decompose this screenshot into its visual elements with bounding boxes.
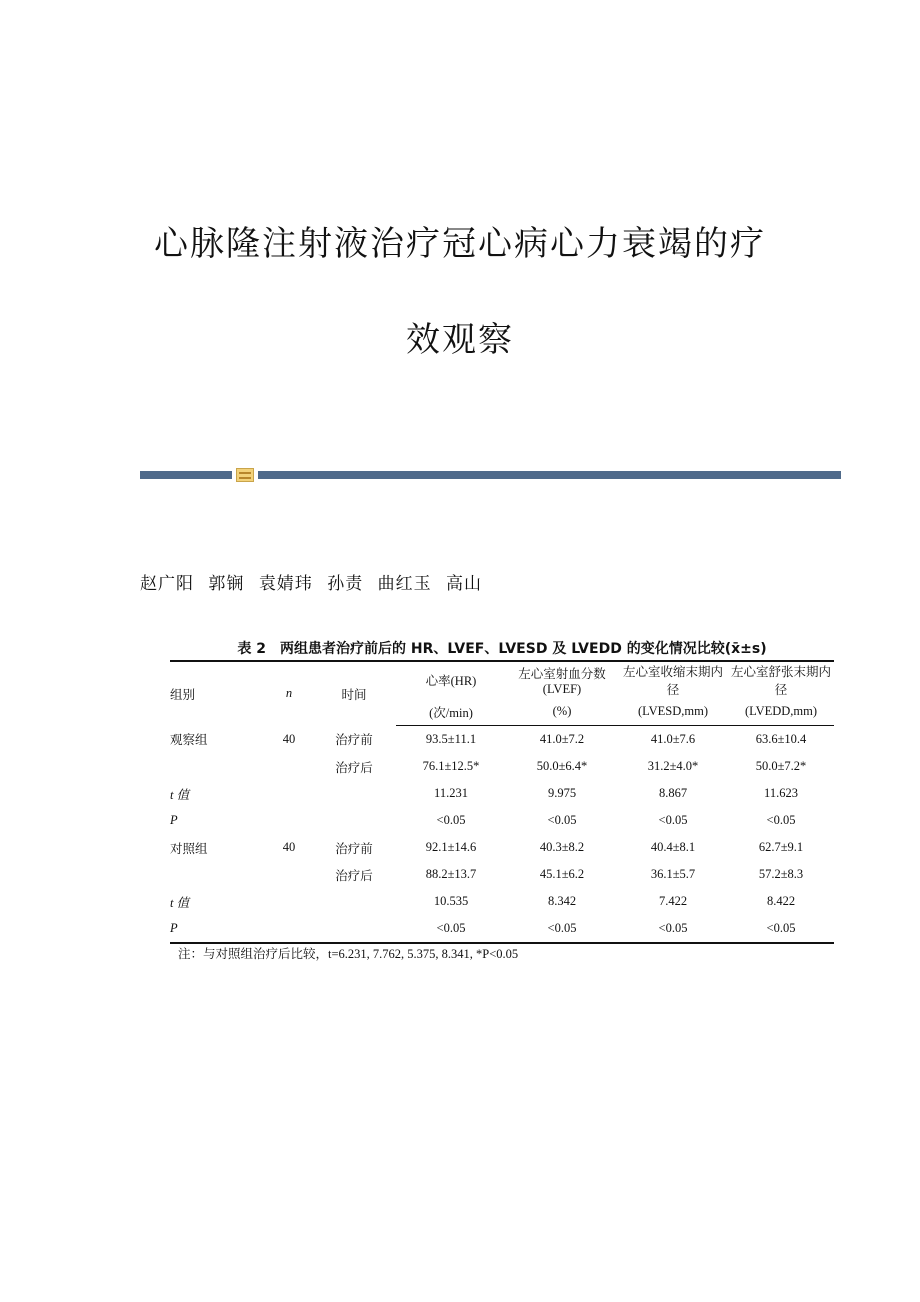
cell-lvef: <0.05: [547, 921, 577, 935]
header-lvesd: 左心室收缩末期内径: [622, 665, 723, 697]
cell-lvesd: 31.2±4.0*: [647, 759, 699, 773]
cell-lvef: 9.975: [547, 786, 577, 800]
table-row: [170, 888, 834, 915]
cell-lvesd: <0.05: [658, 921, 688, 935]
table-row: [170, 834, 834, 861]
cell-lvedd: <0.05: [766, 921, 796, 935]
cell-time: [312, 915, 396, 943]
table-row: [170, 861, 834, 888]
header-lvesd-unit: (LVESD,mm): [618, 698, 728, 726]
cell-group: t 值: [170, 895, 190, 910]
author-list: [140, 569, 490, 594]
cell-group: [170, 861, 266, 888]
author-name: 高山: [446, 574, 483, 594]
header-group: 组别: [170, 687, 196, 702]
cell-lvesd: 8.867: [658, 786, 688, 800]
cell-time: 治疗前: [335, 733, 373, 748]
cell-lvesd: <0.05: [658, 813, 688, 827]
table-row: [170, 753, 834, 780]
cell-hr: <0.05: [436, 813, 466, 827]
cell-lvef: 40.3±8.2: [539, 840, 585, 854]
cell-lvesd: 41.0±7.6: [650, 732, 696, 746]
cell-n: [266, 780, 312, 807]
cell-n: [266, 753, 312, 780]
header-hr-unit: (次/min): [396, 698, 506, 726]
cell-lvesd: 36.1±5.7: [650, 867, 696, 881]
header-lvef-unit: (%): [506, 698, 618, 726]
table-row: [170, 807, 834, 834]
cell-time: [312, 780, 396, 807]
envelope-icon: [236, 468, 254, 482]
cell-lvedd: <0.05: [766, 813, 796, 827]
cell-lvef: 50.0±6.4*: [536, 759, 588, 773]
cell-lvedd: 63.6±10.4: [755, 732, 807, 746]
cell-lvedd: 62.7±9.1: [758, 840, 804, 854]
cell-n: [266, 861, 312, 888]
cell-hr: 76.1±12.5*: [422, 759, 480, 773]
cell-lvedd: 8.422: [766, 894, 796, 908]
header-lvedd: 左心室舒张末期内径: [730, 665, 831, 697]
table-footnote: 注：与对照组治疗后比较，t=6.231, 7.762, 5.375, 8.341, *P<0.05: [178, 947, 519, 961]
document-title-line-2: 效观察: [406, 320, 514, 360]
cell-time: 治疗前: [335, 841, 373, 856]
cell-lvedd: 57.2±8.3: [758, 867, 804, 881]
cell-time: 治疗后: [335, 868, 373, 883]
author-name: 袁婧玮: [258, 574, 313, 594]
table-row: [170, 780, 834, 807]
cell-time: [312, 807, 396, 834]
divider-bar-left: [140, 471, 232, 479]
header-lvef: 左心室射血分数(LVEF): [518, 666, 606, 696]
document-title-line-1: 心脉隆注射液治疗冠心病心力衰竭的疗: [154, 224, 766, 264]
author-name: 赵广阳: [140, 574, 194, 594]
cell-hr: 10.535: [433, 894, 469, 908]
cell-hr: 11.231: [434, 786, 468, 800]
cell-n: 40: [282, 840, 296, 854]
cell-group: 对照组: [170, 841, 208, 856]
header-n: n: [285, 686, 293, 701]
header-lvedd-unit: (LVEDD,mm): [728, 698, 834, 726]
cell-lvef: 41.0±7.2: [539, 732, 585, 746]
cell-time: 治疗后: [335, 760, 373, 775]
cell-hr: 88.2±13.7: [425, 867, 477, 881]
cell-n: 40: [282, 731, 296, 746]
cell-n: [266, 888, 312, 915]
table-body: [170, 726, 834, 944]
cell-lvesd: 7.422: [658, 894, 688, 908]
cell-lvedd: 50.0±7.2*: [755, 759, 807, 773]
table-caption: 表 2 两组患者治疗前后的 HR、LVEF、LVESD 及 LVEDD 的变化情况比较(x̄±s): [237, 641, 767, 657]
cell-lvef: <0.05: [547, 813, 577, 827]
cell-lvef: 8.342: [547, 894, 577, 908]
author-name: 曲红玉: [377, 574, 432, 594]
cell-group: t 值: [170, 787, 190, 802]
cell-hr: <0.05: [436, 921, 466, 935]
header-time: 时间: [341, 687, 367, 702]
cell-group: 观察组: [170, 733, 208, 748]
cell-lvesd: 40.4±8.1: [650, 840, 696, 854]
author-name: 孙责: [327, 574, 364, 594]
table-header-row: [170, 661, 834, 698]
table-row: [170, 726, 834, 754]
header-hr: 心率(HR): [425, 674, 477, 688]
cell-hr: 92.1±14.6: [425, 840, 477, 854]
author-name: 郭锎: [208, 574, 245, 594]
divider-bar-right: [258, 471, 841, 479]
cell-group: P: [170, 921, 178, 935]
cell-group: [170, 753, 266, 780]
cell-hr: 93.5±11.1: [425, 732, 477, 746]
cell-group: P: [170, 813, 178, 827]
cell-lvedd: 11.623: [764, 786, 798, 800]
results-table: [170, 660, 834, 944]
cell-time: [312, 888, 396, 915]
cell-lvef: 45.1±6.2: [539, 867, 585, 881]
cell-n: [266, 807, 312, 834]
cell-n: [266, 915, 312, 943]
table-row: [170, 915, 834, 943]
